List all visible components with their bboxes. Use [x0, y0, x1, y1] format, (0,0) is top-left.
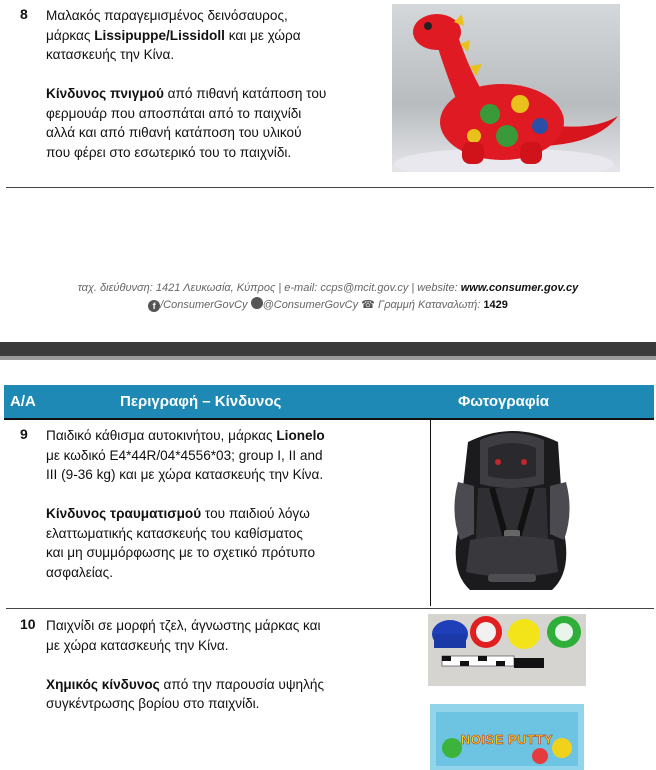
table-header [4, 385, 654, 418]
header-underline [4, 418, 654, 420]
header-col-description: Περιγραφή – Κίνδυνος [120, 393, 282, 410]
row-number: 9 [20, 426, 28, 442]
page-break [0, 342, 656, 356]
page-footer: ταχ. διεύθυνση: 1421 Λευκωσία, Κύπρος | e-mail: ccps@mcit.gov.cy | website: www.consumer.gov.cy f /ConsumerGovCy @ConsumerGovCy ☎ Γραμμή Καταναλωτή: 1429 [77, 282, 579, 311]
item-description: Παιχνίδι σε μορφή τζελ, άγνωστης μάρκας και με χώρα κατασκευής την Κίνα. Χημικός κίνδυνος από την παρουσία υψηλής συγκέντρωσης βορίου στο παιχνίδι. [46, 618, 325, 711]
twitter-icon [251, 297, 263, 309]
hotline-label: Γραμμή Καταναλωτή: [377, 299, 484, 311]
column-divider [430, 420, 431, 606]
website-link[interactable]: www.consumer.gov.cy [460, 282, 579, 294]
product-photo-car-seat [440, 422, 584, 600]
product-photo-gel-toys [428, 614, 586, 686]
row-number: 10 [20, 616, 36, 632]
brand-name: Lissipuppe/Lissidoll [94, 27, 225, 43]
row-divider [6, 608, 654, 609]
risk-label: Χημικός κίνδυνος [46, 676, 160, 692]
header-col-number: Α/Α [10, 393, 36, 410]
risk-label: Κίνδυνος πνιγμού [46, 86, 164, 101]
row-divider [6, 187, 654, 188]
item-description: Παιδικό κάθισμα αυτοκινήτου, μάρκας Lionelo με κωδικό E4*44R/04*4556*03; group I, II and III (9-36 kg) και με χώρα κατασκευής την Κίνα. Κίνδυνος τραυματισμού του παιδιού λόγω ελαττωματικής κατασκευής του καθίσματος και μη συμμόρφωσης με το σχετικό πρότυπο ασφαλείας. [46, 428, 325, 580]
risk-label: Κίνδυνος τραυματισμού [46, 506, 202, 521]
facebook-icon: f [148, 300, 160, 312]
item-description: Μαλακός παραγεμισμένος δεινόσαυρος, μάρκας Lissipuppe/Lissidoll και με χώρα κατασκευής την Κίνα. Κίνδυνος πνιγμού από πιθανή κατάποση του φερμουάρ που αποσπάται από το παιχνίδι αλλά και από πιθανή κατάποση του υλικού που φέρει στο εσωτερικό του το παιχνίδι. [46, 8, 327, 160]
header-col-photo: Φωτογραφία [458, 393, 549, 410]
page-break-shadow [0, 356, 656, 360]
phone-icon: ☎ [361, 299, 375, 311]
hotline-number: 1429 [483, 299, 508, 311]
package-label: NOISE PUTTY [460, 732, 554, 747]
brand-name: Lionelo [276, 428, 325, 443]
product-photo-package [430, 704, 584, 770]
product-photo-dinosaur [392, 4, 620, 172]
row-number: 8 [20, 6, 28, 22]
twitter-handle[interactable]: @ConsumerGovCy [262, 299, 359, 311]
facebook-handle[interactable]: /ConsumerGovCy [160, 299, 248, 311]
